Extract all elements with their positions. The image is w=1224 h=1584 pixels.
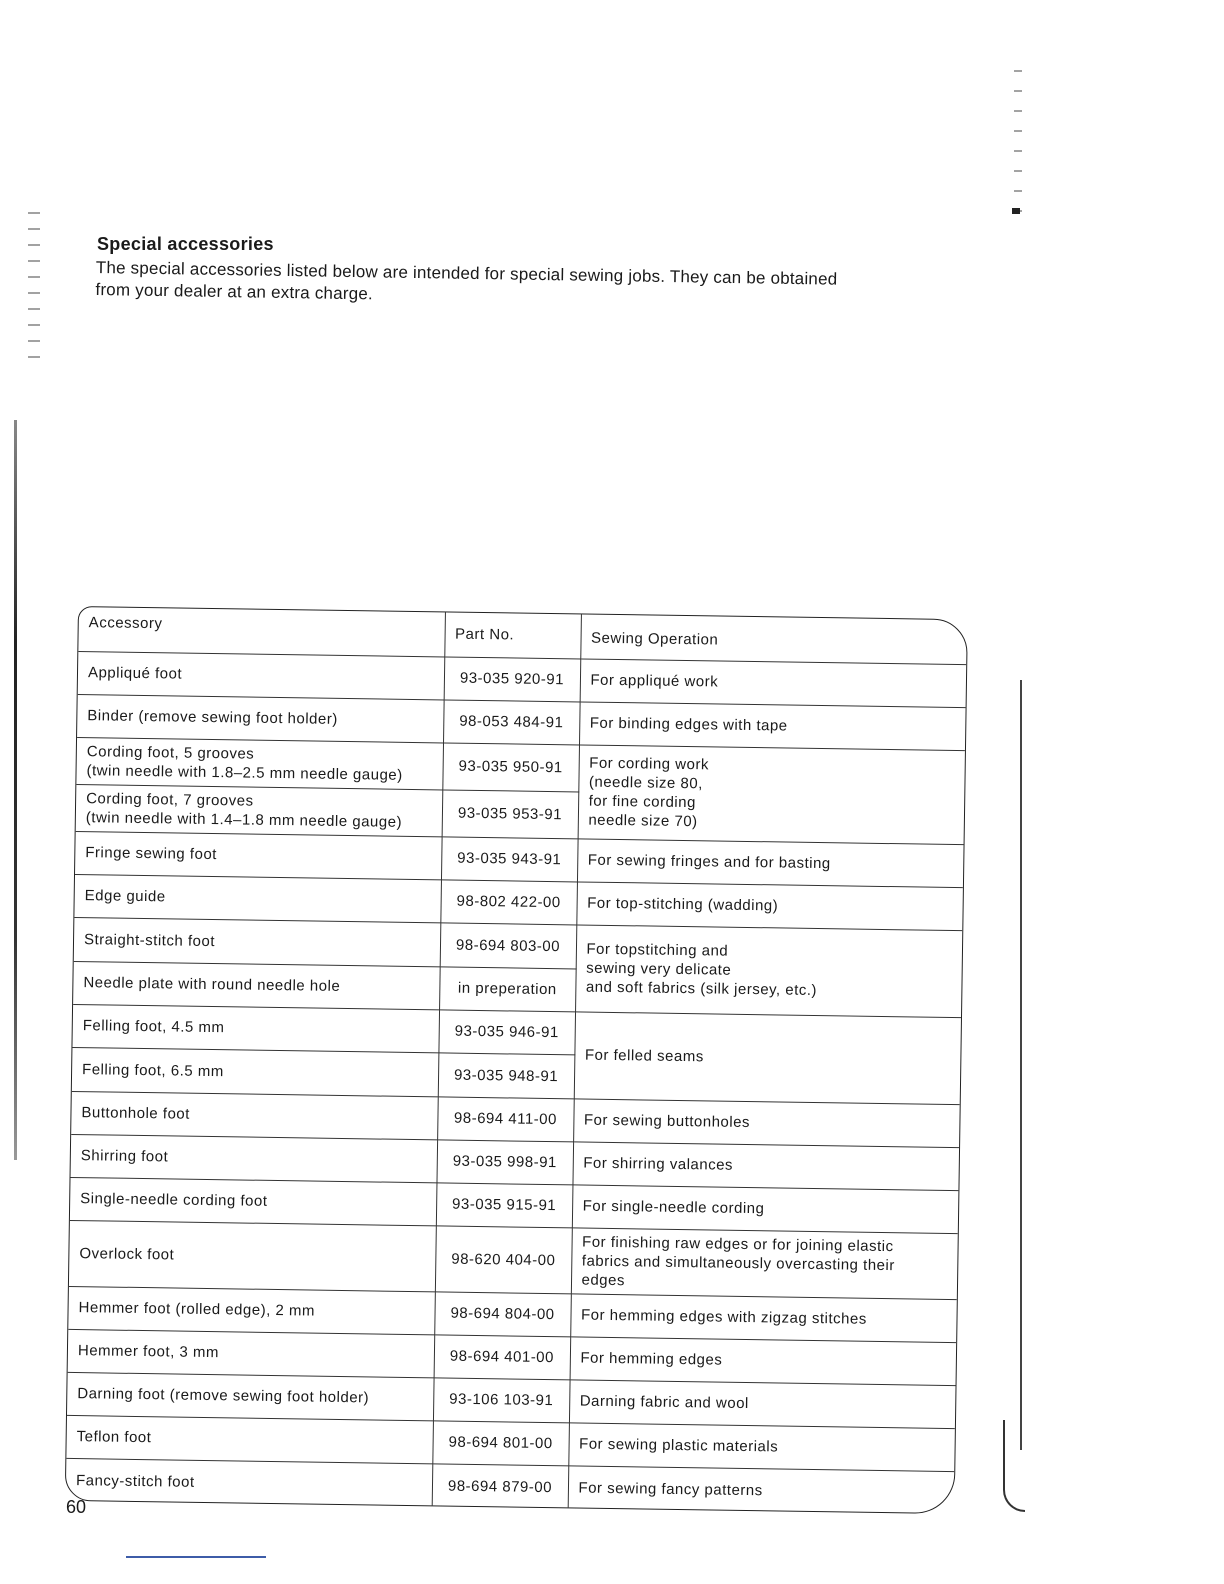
part-number-cell: 98-053 484-91 <box>443 699 580 744</box>
accessory-cell: Felling foot, 6.5 mm <box>72 1047 439 1096</box>
operation-cell: For felled seams <box>574 1011 961 1104</box>
accessory-cell: Needle plate with round needle hole <box>73 961 440 1009</box>
operation-line: sewing very delicate <box>586 959 732 979</box>
part-number-cell: 98-802 422-00 <box>440 879 577 924</box>
operation-cell: For sewing plastic materials <box>568 1422 955 1471</box>
operation-cell: For hemming edges with zigzag stitches <box>570 1293 957 1342</box>
accessory-cell: Fringe sewing foot <box>75 831 442 879</box>
operation-cell: For sewing fancy patterns <box>568 1465 955 1514</box>
accessories-table <box>65 606 968 1514</box>
operation-cell <box>571 1227 958 1299</box>
operation-line: needle size 70) <box>588 811 698 831</box>
accessory-cell: Hemmer foot (rolled edge), 2 mm <box>68 1286 435 1334</box>
accessory-cell: Binder (remove sewing foot holder) <box>77 694 444 742</box>
accessory-note: (twin needle with 1.8–2.5 mm needle gauge) <box>86 761 403 784</box>
operation-cell: For hemming edges <box>570 1336 957 1385</box>
intro-paragraph: The special accessories listed below are intended for special sewing jobs. They can be obtained from your dealer at an extra charge. <box>95 257 838 304</box>
operation-line: For cording work <box>589 754 710 774</box>
operation-cell <box>575 924 962 1017</box>
part-number-cell: 93-106 103-91 <box>433 1377 570 1422</box>
operation-cell: For sewing buttonholes <box>573 1098 960 1147</box>
header-sewing-operation: Sewing Operation <box>580 614 967 664</box>
operation-cell: Darning fabric and wool <box>569 1379 956 1428</box>
accessory-cell <box>76 784 443 836</box>
accessory-cell: Straight-stitch foot <box>74 917 441 966</box>
accessory-cell <box>76 737 443 789</box>
accessory-cell: Appliqué foot <box>78 651 445 699</box>
operation-line: edges <box>581 1271 626 1289</box>
operation-line: For finishing raw edges or for joining elastic <box>582 1233 894 1255</box>
operation-cell: For top-stitching (wadding) <box>576 881 963 930</box>
part-number-cell: 93-035 946-91 <box>438 1009 575 1054</box>
accessory-cell: Fancy-stitch foot <box>66 1458 433 1507</box>
operation-cell: For appliqué work <box>580 658 967 707</box>
operation-line: fabrics and simultaneously overcasting their <box>581 1252 895 1274</box>
operation-line: and soft fabrics (silk jersey, etc.) <box>585 978 818 1000</box>
part-number-cell: 93-035 915-91 <box>436 1182 573 1227</box>
part-number-cell: in preperation <box>439 966 576 1011</box>
part-number-cell: 98-694 411-00 <box>437 1096 574 1141</box>
accessory-cell: Overlock foot <box>69 1220 436 1291</box>
scan-edge-curve <box>1003 1420 1025 1512</box>
accessory-name: Cording foot, 5 grooves <box>86 742 255 763</box>
scan-blot <box>1012 208 1020 214</box>
page-number: 60 <box>66 1497 87 1517</box>
accessory-cell: Teflon foot <box>66 1415 433 1463</box>
scan-rule-bottom <box>126 1556 266 1558</box>
accessory-cell: Shirring foot <box>71 1134 438 1182</box>
operation-cell: For single-needle cording <box>572 1184 959 1233</box>
part-number-cell: 98-694 401-00 <box>434 1334 571 1379</box>
accessory-cell: Edge guide <box>74 874 441 922</box>
scan-specks-left <box>28 205 40 365</box>
scan-edge-right <box>1020 680 1022 1450</box>
part-number-cell: 98-694 803-00 <box>440 922 577 968</box>
operation-cell: For sewing fringes and for basting <box>577 838 964 887</box>
accessory-cell: Felling foot, 4.5 mm <box>72 1004 439 1052</box>
accessory-note: (twin needle with 1.4–1.8 mm needle gauge) <box>85 808 403 831</box>
part-number-cell: 93-035 943-91 <box>441 836 578 881</box>
part-number-cell: 98-694 801-00 <box>432 1420 569 1465</box>
part-number-cell: 93-035 953-91 <box>442 789 579 838</box>
operation-line: for fine cording <box>588 792 697 812</box>
part-number-cell: 98-620 404-00 <box>435 1225 572 1293</box>
part-number-cell: 98-694 879-00 <box>432 1463 569 1509</box>
operation-cell <box>578 744 965 844</box>
part-number-cell: 93-035 950-91 <box>442 742 579 791</box>
section-heading: Special accessories <box>97 234 274 254</box>
operation-line: (needle size 80, <box>588 773 703 793</box>
accessory-cell: Hemmer foot, 3 mm <box>68 1329 435 1377</box>
part-number-cell: 98-694 804-00 <box>434 1291 571 1336</box>
header-accessory: Accessory <box>78 607 445 656</box>
part-number-cell: 93-035 920-91 <box>444 656 581 701</box>
accessory-name: Cording foot, 7 grooves <box>86 789 254 810</box>
header-part-no: Part No. <box>444 612 581 658</box>
operation-cell: For binding edges with tape <box>579 701 966 750</box>
binding-edge-mark <box>14 420 17 1160</box>
accessory-cell: Buttonhole foot <box>71 1091 438 1139</box>
scan-specks-right <box>1014 60 1022 220</box>
part-number-cell: 93-035 948-91 <box>438 1052 575 1098</box>
accessory-cell: Single-needle cording foot <box>70 1177 437 1225</box>
accessory-cell: Darning foot (remove sewing foot holder) <box>67 1372 434 1420</box>
operation-line: For topstitching and <box>586 940 729 960</box>
part-number-cell: 93-035 998-91 <box>436 1139 573 1184</box>
operation-cell: For shirring valances <box>572 1141 959 1190</box>
